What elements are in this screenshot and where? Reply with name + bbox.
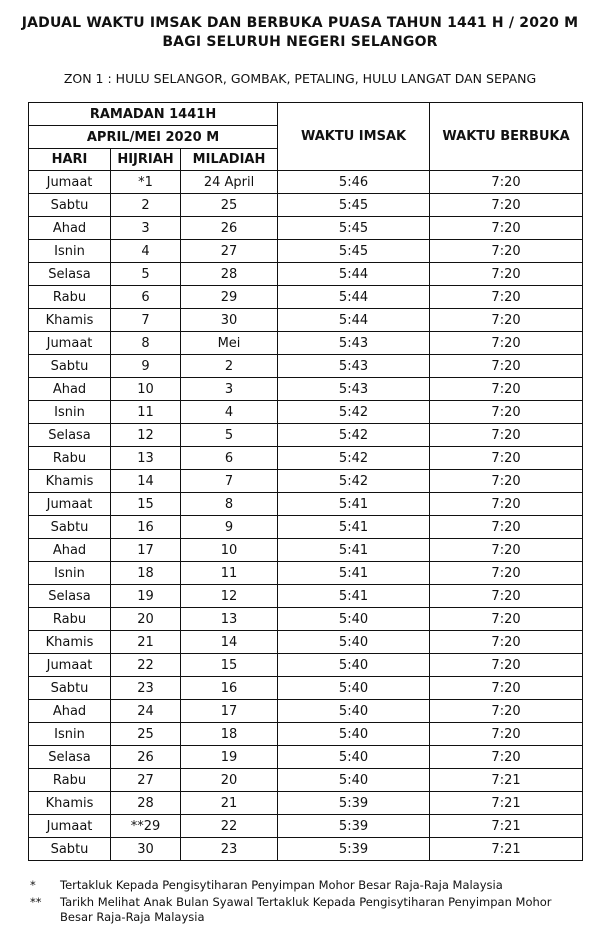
hijriah-cell: 4 [111, 240, 181, 263]
table-row [29, 654, 583, 677]
berbuka-cell: 7:21 [430, 815, 583, 838]
hari-cell: Jumaat [29, 332, 111, 355]
miladiah-cell: 9 [181, 516, 278, 539]
imsak-cell: 5:44 [278, 263, 430, 286]
berbuka-cell: 7:20 [430, 631, 583, 654]
imsak-cell: 5:42 [278, 401, 430, 424]
hijriah-cell: 21 [111, 631, 181, 654]
table-row [29, 217, 583, 240]
imsak-cell: 5:40 [278, 608, 430, 631]
hari-cell: Khamis [29, 309, 111, 332]
hari-cell: Rabu [29, 447, 111, 470]
berbuka-cell: 7:20 [430, 194, 583, 217]
berbuka-cell: 7:20 [430, 746, 583, 769]
imsak-cell: 5:42 [278, 424, 430, 447]
table-row [29, 240, 583, 263]
imsak-cell: 5:41 [278, 585, 430, 608]
berbuka-cell: 7:20 [430, 286, 583, 309]
schedule-rows [29, 171, 583, 861]
miladiah-cell: 13 [181, 608, 278, 631]
imsak-cell: 5:42 [278, 447, 430, 470]
berbuka-cell: 7:20 [430, 608, 583, 631]
imsak-cell: 5:40 [278, 746, 430, 769]
berbuka-cell: 7:20 [430, 585, 583, 608]
table-row [29, 194, 583, 217]
hijriah-cell: 28 [111, 792, 181, 815]
berbuka-cell: 7:20 [430, 447, 583, 470]
imsak-cell: 5:40 [278, 654, 430, 677]
hijriah-cell: 30 [111, 838, 181, 861]
imsak-cell: 5:46 [278, 171, 430, 194]
table-row [29, 677, 583, 700]
hari-cell: Sabtu [29, 838, 111, 861]
hari-cell: Selasa [29, 424, 111, 447]
miladiah-cell: 7 [181, 470, 278, 493]
imsak-cell: 5:39 [278, 815, 430, 838]
hari-cell: Ahad [29, 700, 111, 723]
miladiah-cell: 3 [181, 378, 278, 401]
miladiah-cell: 14 [181, 631, 278, 654]
berbuka-cell: 7:21 [430, 769, 583, 792]
hari-cell: Sabtu [29, 194, 111, 217]
berbuka-cell: 7:20 [430, 723, 583, 746]
miladiah-cell: 17 [181, 700, 278, 723]
table-row [29, 608, 583, 631]
miladiah-cell: 22 [181, 815, 278, 838]
miladiah-cell: 27 [181, 240, 278, 263]
imsak-cell: 5:40 [278, 723, 430, 746]
document-subtitle: BAGI SELURUH NEGERI SELANGOR [162, 34, 438, 50]
imsak-cell: 5:45 [278, 240, 430, 263]
hijriah-cell: 24 [111, 700, 181, 723]
miladiah-cell: 29 [181, 286, 278, 309]
berbuka-cell: 7:20 [430, 332, 583, 355]
hari-cell: Ahad [29, 539, 111, 562]
berbuka-cell: 7:20 [430, 562, 583, 585]
table-row [29, 585, 583, 608]
table-row [29, 769, 583, 792]
hijriah-cell: 25 [111, 723, 181, 746]
berbuka-cell: 7:20 [430, 539, 583, 562]
footnote-text: Tertakluk Kepada Pengisytiharan Penyimpan Mohor Besar Raja-Raja Malaysia [60, 878, 503, 892]
table-row [29, 723, 583, 746]
hijriah-cell: 9 [111, 355, 181, 378]
table-row [29, 424, 583, 447]
document-title: JADUAL WAKTU IMSAK DAN BERBUKA PUASA TAHUN 1441 H / 2020 M [21, 15, 579, 31]
miladiah-cell: 24 April [181, 171, 278, 194]
berbuka-cell: 7:20 [430, 309, 583, 332]
hari-cell: Khamis [29, 631, 111, 654]
footnotes [30, 878, 580, 927]
imsak-cell: 5:42 [278, 470, 430, 493]
miladiah-cell: 8 [181, 493, 278, 516]
imsak-header: WAKTU IMSAK [278, 103, 430, 171]
berbuka-cell: 7:20 [430, 654, 583, 677]
imsak-cell: 5:43 [278, 332, 430, 355]
table-row [29, 332, 583, 355]
imsak-cell: 5:44 [278, 309, 430, 332]
miladiah-cell: 21 [181, 792, 278, 815]
imsak-cell: 5:40 [278, 769, 430, 792]
berbuka-cell: 7:20 [430, 355, 583, 378]
hari-cell: Selasa [29, 585, 111, 608]
imsak-cell: 5:41 [278, 539, 430, 562]
hari-cell: Khamis [29, 470, 111, 493]
table-row [29, 263, 583, 286]
hijriah-cell: 12 [111, 424, 181, 447]
hari-cell: Sabtu [29, 355, 111, 378]
berbuka-cell: 7:20 [430, 240, 583, 263]
berbuka-cell: 7:20 [430, 217, 583, 240]
imsak-cell: 5:45 [278, 194, 430, 217]
hijriah-header: HIJRIAH [111, 149, 181, 171]
zone-label: ZON 1 : HULU SELANGOR, GOMBAK, PETALING, HULU LANGAT DAN SEPANG [63, 71, 537, 86]
hijriah-cell: 2 [111, 194, 181, 217]
hijriah-cell: 14 [111, 470, 181, 493]
hari-cell: Rabu [29, 608, 111, 631]
table-row [29, 792, 583, 815]
imsak-cell: 5:40 [278, 677, 430, 700]
hijriah-cell: *1 [111, 171, 181, 194]
hijriah-cell: 15 [111, 493, 181, 516]
table-row [29, 309, 583, 332]
hijriah-cell: 22 [111, 654, 181, 677]
miladiah-cell: 28 [181, 263, 278, 286]
berbuka-cell: 7:20 [430, 424, 583, 447]
miladiah-cell: 10 [181, 539, 278, 562]
berbuka-cell: 7:20 [430, 470, 583, 493]
hari-cell: Sabtu [29, 677, 111, 700]
berbuka-cell: 7:20 [430, 493, 583, 516]
hijriah-cell: 18 [111, 562, 181, 585]
hijriah-cell: **29 [111, 815, 181, 838]
table-row [29, 470, 583, 493]
berbuka-cell: 7:20 [430, 263, 583, 286]
berbuka-cell: 7:20 [430, 677, 583, 700]
hijriah-cell: 13 [111, 447, 181, 470]
hari-cell: Jumaat [29, 654, 111, 677]
miladiah-cell: 18 [181, 723, 278, 746]
hari-header: HARI [29, 149, 111, 171]
berbuka-cell: 7:21 [430, 792, 583, 815]
table-row [29, 700, 583, 723]
berbuka-header: WAKTU BERBUKA [430, 103, 583, 171]
berbuka-cell: 7:20 [430, 171, 583, 194]
hari-cell: Isnin [29, 723, 111, 746]
table-row [29, 631, 583, 654]
miladiah-cell: 12 [181, 585, 278, 608]
miladiah-cell: 25 [181, 194, 278, 217]
imsak-cell: 5:41 [278, 493, 430, 516]
hari-cell: Rabu [29, 286, 111, 309]
imsak-cell: 5:43 [278, 378, 430, 401]
berbuka-cell: 7:20 [430, 700, 583, 723]
miladiah-cell: 15 [181, 654, 278, 677]
miladiah-cell: 6 [181, 447, 278, 470]
hari-cell: Jumaat [29, 171, 111, 194]
miladiah-cell: 11 [181, 562, 278, 585]
imsak-cell: 5:44 [278, 286, 430, 309]
table-row [29, 171, 583, 194]
miladiah-cell: 16 [181, 677, 278, 700]
table-row [29, 516, 583, 539]
berbuka-cell: 7:20 [430, 516, 583, 539]
imsak-cell: 5:45 [278, 217, 430, 240]
imsak-cell: 5:40 [278, 631, 430, 654]
hari-cell: Isnin [29, 562, 111, 585]
table-row [29, 447, 583, 470]
miladiah-cell: 4 [181, 401, 278, 424]
table-row [29, 355, 583, 378]
hari-cell: Selasa [29, 263, 111, 286]
imsak-cell: 5:41 [278, 562, 430, 585]
miladiah-header: MILADIAH [181, 149, 278, 171]
hijriah-cell: 23 [111, 677, 181, 700]
table-row [29, 401, 583, 424]
footnote-text: Tarikh Melihat Anak Bulan Syawal Tertakluk Kepada Pengisytiharan Penyimpan Mohor Besar Raja-Raja Malaysia [60, 895, 552, 924]
imsak-cell: 5:41 [278, 516, 430, 539]
table-row [29, 838, 583, 861]
miladiah-cell: 30 [181, 309, 278, 332]
months-header: APRIL/MEI 2020 M [29, 126, 278, 149]
hijriah-cell: 7 [111, 309, 181, 332]
hijriah-cell: 16 [111, 516, 181, 539]
miladiah-cell: Mei [181, 332, 278, 355]
hijriah-cell: 17 [111, 539, 181, 562]
hijriah-cell: 11 [111, 401, 181, 424]
imsak-cell: 5:40 [278, 700, 430, 723]
hijriah-cell: 19 [111, 585, 181, 608]
table-row [29, 286, 583, 309]
hari-cell: Isnin [29, 240, 111, 263]
table-row [29, 493, 583, 516]
hijriah-cell: 3 [111, 217, 181, 240]
table-row [29, 378, 583, 401]
imsak-cell: 5:39 [278, 792, 430, 815]
hari-cell: Ahad [29, 378, 111, 401]
table-row [29, 746, 583, 769]
hijriah-cell: 8 [111, 332, 181, 355]
berbuka-cell: 7:21 [430, 838, 583, 861]
hari-cell: Ahad [29, 217, 111, 240]
hijriah-cell: 5 [111, 263, 181, 286]
hijriah-cell: 10 [111, 378, 181, 401]
footnote [30, 895, 580, 925]
miladiah-cell: 2 [181, 355, 278, 378]
hijriah-cell: 26 [111, 746, 181, 769]
berbuka-cell: 7:20 [430, 378, 583, 401]
miladiah-cell: 19 [181, 746, 278, 769]
hari-cell: Jumaat [29, 493, 111, 516]
hari-cell: Rabu [29, 769, 111, 792]
table-row [29, 815, 583, 838]
footnote-mark: ** [30, 895, 42, 909]
imsak-cell: 5:43 [278, 355, 430, 378]
miladiah-cell: 26 [181, 217, 278, 240]
footnote-mark: * [30, 878, 36, 892]
imsak-cell: 5:39 [278, 838, 430, 861]
table-row [29, 539, 583, 562]
hari-cell: Selasa [29, 746, 111, 769]
schedule-table [28, 102, 583, 861]
miladiah-cell: 5 [181, 424, 278, 447]
hari-cell: Jumaat [29, 815, 111, 838]
berbuka-cell: 7:20 [430, 401, 583, 424]
hijriah-cell: 20 [111, 608, 181, 631]
hari-cell: Sabtu [29, 516, 111, 539]
miladiah-cell: 20 [181, 769, 278, 792]
hari-cell: Isnin [29, 401, 111, 424]
miladiah-cell: 23 [181, 838, 278, 861]
footnote [30, 878, 580, 893]
hari-cell: Khamis [29, 792, 111, 815]
ramadan-header: RAMADAN 1441H [29, 103, 278, 126]
hijriah-cell: 27 [111, 769, 181, 792]
hijriah-cell: 6 [111, 286, 181, 309]
table-row [29, 562, 583, 585]
